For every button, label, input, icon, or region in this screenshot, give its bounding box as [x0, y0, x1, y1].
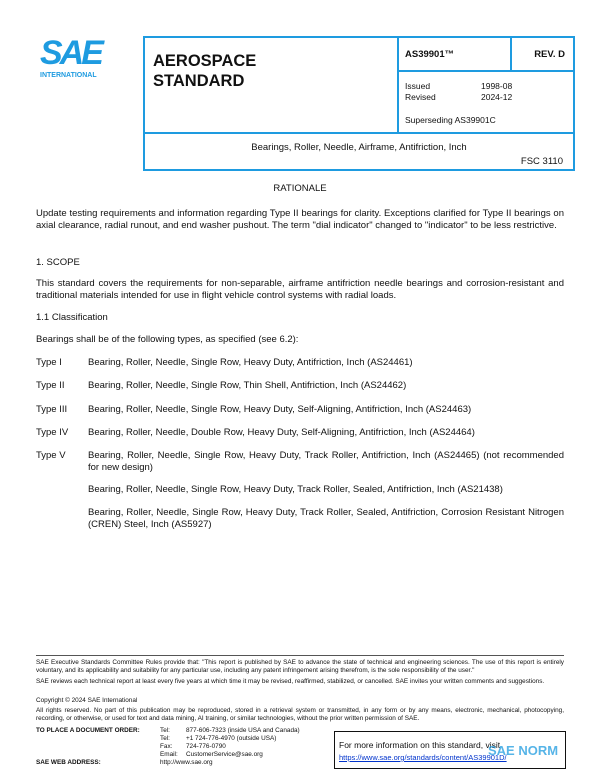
- classification-heading: 1.1 Classification: [36, 312, 108, 323]
- issued-date: 1998-08: [481, 81, 513, 91]
- contact-value: 724-776-0790: [186, 743, 226, 750]
- type-description: Bearing, Roller, Needle, Single Row, Heavy Duty, Track Roller, Antifriction, Inch (AS24465) (not recommended for new design): [88, 450, 564, 473]
- logo-mark: SAE: [40, 34, 101, 72]
- footer-rights: All rights reserved. No part of this publication may be reproduced, stored in a retrieval system or transmitted, in any form or by any means, electronic, mechanical, photocopying, recording, or otherwise, or used for text and data mining, AI training, or similar technologies, without the prior written permission of SAE.: [36, 707, 564, 722]
- issued-label: Issued: [405, 81, 431, 91]
- title-line2: STANDARD: [153, 72, 245, 90]
- contact-value: 877-606-7323 (inside USA and Canada): [186, 727, 300, 734]
- dates-cell: [399, 72, 573, 134]
- footer-rules: SAE Executive Standards Committee Rules provide that: "This report is published by SAE to advance the state of technical and engineering sciences. The use of this report is entirely voluntary, and its applicability and suitability for any particular use, including any patent infringement arising therefrom, is the sole responsibility of the user.": [36, 659, 564, 674]
- header-box: [143, 36, 575, 171]
- type-label: Type III: [36, 404, 68, 415]
- email-link[interactable]: CustomerService@sae.org: [186, 751, 263, 758]
- doc-number: AS39901™: [405, 49, 455, 60]
- order-label: TO PLACE A DOCUMENT ORDER:: [36, 727, 140, 734]
- classification-intro: Bearings shall be of the following types, as specified (see 6.2):: [36, 334, 299, 345]
- contact-label: Email:: [160, 751, 178, 758]
- contact-label: Fax:: [160, 743, 173, 750]
- logo-subtitle: INTERNATIONAL: [40, 72, 97, 79]
- superseding: Superseding AS39901C: [405, 115, 496, 125]
- type-description: Bearing, Roller, Needle, Single Row, Heavy Duty, Track Roller, Sealed, Antifriction, Inch (AS21438): [88, 484, 503, 495]
- type-label: Type I: [36, 357, 62, 368]
- web-label: SAE WEB ADDRESS:: [36, 759, 101, 766]
- doc-number-cell: [399, 38, 512, 72]
- watermark: SAE NORM: [488, 743, 559, 758]
- title-cell: [145, 38, 399, 134]
- rationale-heading: RATIONALE: [273, 183, 327, 194]
- revision: REV. D: [534, 49, 565, 60]
- info-link[interactable]: https://www.sae.org/standards/content/AS39901D/: [339, 753, 507, 762]
- contact-value: +1 724-776-4970 (outside USA): [186, 735, 277, 742]
- type-label: Type IV: [36, 427, 69, 438]
- sae-logo: [40, 36, 122, 79]
- scope-text: This standard covers the requirements for non-separable, airframe antifriction needle bearings and corrosion-resistant and traditional materials intended for use in flight vehicle control systems with radial loads.: [36, 278, 564, 301]
- type-description: Bearing, Roller, Needle, Single Row, Heavy Duty, Self-Aligning, Antifriction, Inch (AS24463): [88, 404, 472, 415]
- contact-label: Tel:: [160, 735, 170, 742]
- type-label: Type V: [36, 450, 66, 461]
- info-text: For more information on this standard, visit: [339, 740, 501, 750]
- type-description: Bearing, Roller, Needle, Single Row, Thin Shell, Antifriction, Inch (AS24462): [88, 380, 407, 391]
- title-line1: AEROSPACE: [153, 52, 257, 70]
- type-description: Bearing, Roller, Needle, Single Row, Heavy Duty, Antifriction, Inch (AS24461): [88, 357, 413, 368]
- type-description: Bearing, Roller, Needle, Single Row, Heavy Duty, Track Roller, Sealed, Antifriction, Corrosion Resistant Nitrogen (CREN) Steel, Inch (AS5927): [88, 507, 564, 530]
- footer-review: SAE reviews each technical report at least every five years at which time it may be revised, reaffirmed, stabilized, or cancelled. SAE invites your written comments and suggestions.: [36, 678, 545, 685]
- revised-date: 2024-12: [481, 92, 513, 102]
- revision-cell: [512, 38, 573, 72]
- type-description: Bearing, Roller, Needle, Double Row, Heavy Duty, Self-Aligning, Antifriction, Inch (AS24464): [88, 427, 475, 438]
- scope-heading: 1. SCOPE: [36, 257, 80, 268]
- footer-copyright: Copyright © 2024 SAE International: [36, 697, 138, 704]
- rationale-text: Update testing requirements and information regarding Type II bearings for clarity. Exceptions clarified for Type II bearings on axial clearance, radial runout, and end washer pushout. The term "dial indicator" changed to "indicator" to be less restrictive.: [36, 208, 564, 231]
- type-label: Type II: [36, 380, 65, 391]
- footer-divider: [36, 655, 564, 656]
- contact-label: Tel:: [160, 727, 170, 734]
- fsc-code: FSC 3110: [520, 156, 563, 167]
- document-title: Bearings, Roller, Needle, Airframe, Antifriction, Inch: [251, 142, 467, 153]
- revised-label: Revised: [405, 92, 436, 102]
- web-address[interactable]: http://www.sae.org: [160, 759, 213, 766]
